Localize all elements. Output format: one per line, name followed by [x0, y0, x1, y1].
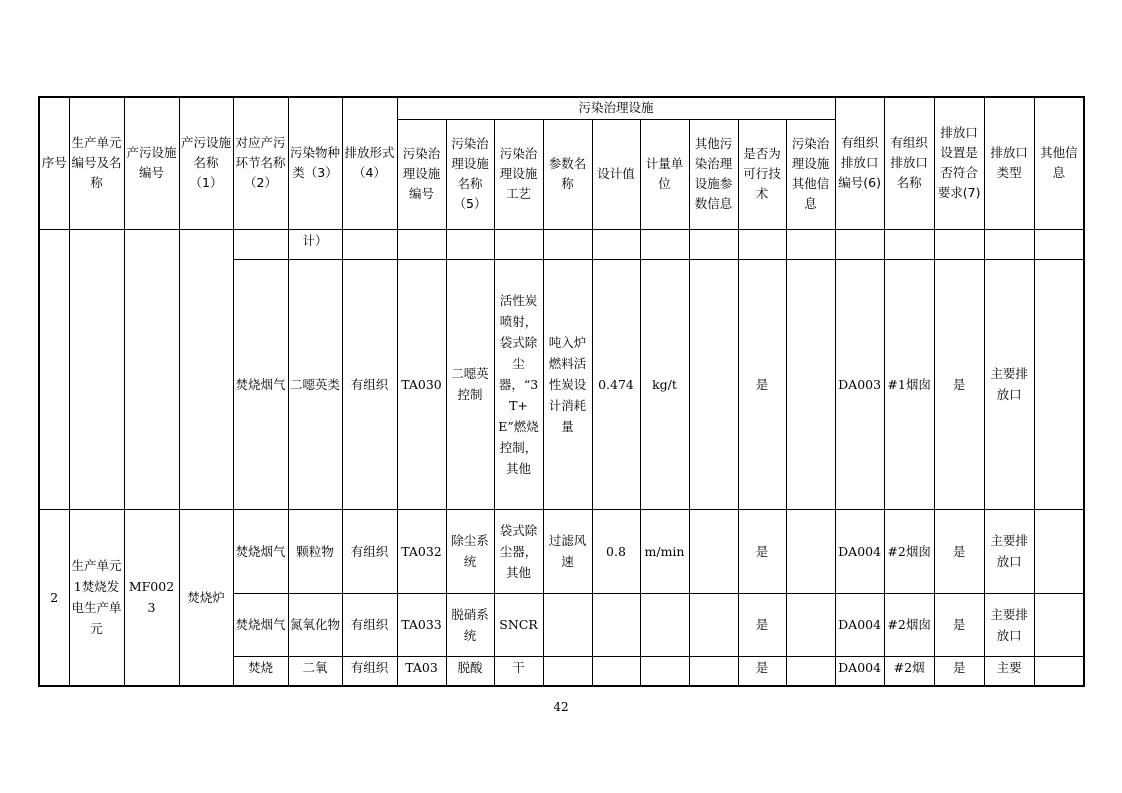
header-pollutant: 污染物种类（3）: [288, 97, 342, 229]
header-param-name: 参数名称: [543, 119, 592, 229]
cell-param-name: [543, 656, 592, 686]
cell-empty: [397, 229, 446, 259]
cell-empty: [689, 229, 738, 259]
header-discharge-form: 排放形式（4）: [342, 97, 397, 229]
header-outlet-code: 有组织排放口编号(6): [835, 97, 884, 229]
cell-link: 焚烧烟气: [233, 509, 288, 593]
cell-seq: 2: [39, 509, 69, 686]
cell-empty: [1034, 229, 1084, 259]
cell-outlet-code: DA004: [835, 656, 884, 686]
cell-outlet-name: #1烟囱: [884, 259, 934, 509]
cell-other-param: [689, 593, 738, 656]
cell-empty: [934, 229, 984, 259]
cell-design-value: 0.8: [592, 509, 640, 593]
cell-empty: [342, 229, 397, 259]
cell-treatment-process: 干: [494, 656, 543, 686]
cell-empty: [640, 229, 689, 259]
cell-facility-code: MF0023: [124, 509, 179, 686]
cell-pollutant: 颗粒物: [288, 509, 342, 593]
header-design-value: 设计值: [592, 119, 640, 229]
header-seq: 序号: [39, 97, 69, 229]
cell-treatment-name: 除尘系统: [446, 509, 494, 593]
cell-unit: 生产单元1焚烧发电生产单元: [69, 509, 124, 686]
cell-other-param: [689, 656, 738, 686]
header-link-name: 对应产污环节名称（2）: [233, 97, 288, 229]
cell-feasible: 是: [738, 509, 786, 593]
cell-empty: [984, 229, 1034, 259]
cell-other-param: [689, 259, 738, 509]
cell-other-info: [1034, 593, 1084, 656]
header-other-param: 其他污染治理设施参数信息: [689, 119, 738, 229]
header-other-info: 其他信息: [1034, 97, 1084, 229]
cell-link: 焚烧: [233, 656, 288, 686]
emission-table-wrapper: [38, 96, 1084, 692]
table-row: [39, 509, 1084, 593]
cell-pollutant: 二噁英类: [288, 259, 342, 509]
cell-seq-1: [39, 229, 69, 509]
cell-outlet-type: 主要排放口: [984, 259, 1034, 509]
cell-feasible: 是: [738, 259, 786, 509]
cell-facility-name-1: [179, 229, 233, 509]
cell-empty: [835, 229, 884, 259]
header-facility-name: 产污设施名称（1）: [179, 97, 233, 229]
cell-design-value: [592, 593, 640, 656]
header-facility-code: 产污设施编号: [124, 97, 179, 229]
cell-other-info-treatment: [786, 259, 835, 509]
cell-outlet-type: 主要排放口: [984, 509, 1034, 593]
cell-treatment-name: 二噁英控制: [446, 259, 494, 509]
cell-param-name: 吨入炉燃料活性炭设计消耗量: [543, 259, 592, 509]
cell-unit-1: [69, 229, 124, 509]
cell-treatment-name: 脱硝系统: [446, 593, 494, 656]
cell-outlet-name: #2烟囱: [884, 509, 934, 593]
cell-facility-name: 焚烧炉: [179, 509, 233, 686]
cell-param-name: 过滤风速: [543, 509, 592, 593]
cell-outlet-compliant: 是: [934, 656, 984, 686]
cell-link: [233, 229, 288, 259]
cell-empty: [592, 229, 640, 259]
cell-outlet-type: 主要排放口: [984, 593, 1034, 656]
cell-empty: [786, 229, 835, 259]
cell-pollutant: 二氧: [288, 656, 342, 686]
cell-discharge-form: 有组织: [342, 593, 397, 656]
cell-outlet-name: #2烟: [884, 656, 934, 686]
header-other-info-treatment: 污染治理设施其他信息: [786, 119, 835, 229]
header-unit: 生产单元编号及名称: [69, 97, 124, 229]
cell-design-value: [592, 656, 640, 686]
cell-design-value: 0.474: [592, 259, 640, 509]
cell-treatment-process: 活性炭喷射，袋式除尘器，“3T+E”燃烧控制，其他: [494, 259, 543, 509]
cell-outlet-code: DA003: [835, 259, 884, 509]
cell-outlet-code: DA004: [835, 593, 884, 656]
table-row: [39, 229, 1084, 259]
header-outlet-name: 有组织排放口名称: [884, 97, 934, 229]
cell-unit-measure: kg/t: [640, 259, 689, 509]
cell-empty: [446, 229, 494, 259]
cell-other-param: [689, 509, 738, 593]
cell-unit-measure: [640, 593, 689, 656]
cell-param-name: [543, 593, 592, 656]
header-treatment-name: 污染治理设施名称（5）: [446, 119, 494, 229]
header-treatment-code: 污染治理设施编号: [397, 119, 446, 229]
cell-outlet-compliant: 是: [934, 259, 984, 509]
cell-facility-code-1: [124, 229, 179, 509]
cell-outlet-compliant: 是: [934, 593, 984, 656]
cell-pollutant: 氮氧化物: [288, 593, 342, 656]
cell-outlet-type: 主要: [984, 656, 1034, 686]
cell-discharge-form: 有组织: [342, 509, 397, 593]
cell-unit-measure: [640, 656, 689, 686]
cell-pollutant: 计）: [288, 229, 342, 259]
cell-outlet-name: #2烟囱: [884, 593, 934, 656]
cell-other-info-treatment: [786, 593, 835, 656]
cell-other-info-treatment: [786, 656, 835, 686]
cell-discharge-form: 有组织: [342, 259, 397, 509]
cell-outlet-compliant: 是: [934, 509, 984, 593]
cell-treatment-code: TA030: [397, 259, 446, 509]
cell-other-info-treatment: [786, 509, 835, 593]
cell-treatment-code: TA033: [397, 593, 446, 656]
cell-outlet-code: DA004: [835, 509, 884, 593]
cell-empty: [494, 229, 543, 259]
header-feasible: 是否为可行技术: [738, 119, 786, 229]
cell-link: 焚烧烟气: [233, 593, 288, 656]
cell-discharge-form: 有组织: [342, 656, 397, 686]
cell-feasible: 是: [738, 656, 786, 686]
cell-other-info: [1034, 259, 1084, 509]
header-treatment-group: 污染治理设施: [397, 97, 835, 119]
cell-unit-measure: m/min: [640, 509, 689, 593]
header-outlet-compliant: 排放口设置是否符合要求(7): [934, 97, 984, 229]
header-outlet-type: 排放口类型: [984, 97, 1034, 229]
header-treatment-process: 污染治理设施工艺: [494, 119, 543, 229]
cell-other-info: [1034, 656, 1084, 686]
cell-treatment-code: TA03: [397, 656, 446, 686]
cell-link: 焚烧烟气: [233, 259, 288, 509]
cell-empty: [738, 229, 786, 259]
page-number: 42: [553, 700, 569, 714]
cell-treatment-process: SNCR: [494, 593, 543, 656]
cell-feasible: 是: [738, 593, 786, 656]
cell-treatment-name: 脱酸: [446, 656, 494, 686]
emission-table: [38, 96, 1085, 687]
cell-treatment-process: 袋式除尘器，其他: [494, 509, 543, 593]
cell-empty: [543, 229, 592, 259]
cell-treatment-code: TA032: [397, 509, 446, 593]
header-unit-measure: 计量单位: [640, 119, 689, 229]
cell-other-info: [1034, 509, 1084, 593]
cell-empty: [884, 229, 934, 259]
